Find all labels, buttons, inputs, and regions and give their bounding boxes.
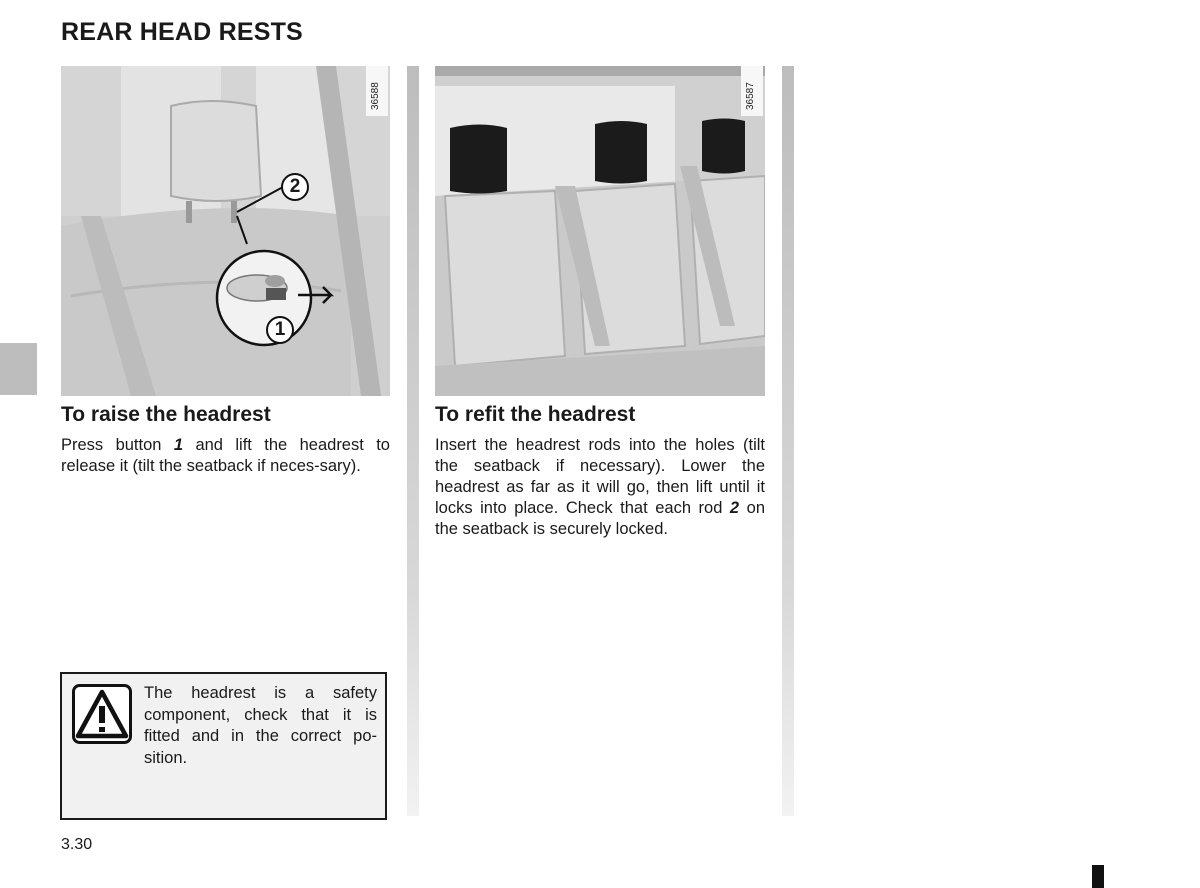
headrest-refit-figure xyxy=(435,66,765,396)
chapter-tab xyxy=(0,343,37,395)
headrest-raise-figure xyxy=(61,66,390,396)
page-edge-marker xyxy=(1092,865,1104,888)
button-reference: 1 xyxy=(173,436,184,454)
bench-seat-illustration xyxy=(435,66,765,396)
seat-headrest-illustration xyxy=(61,66,390,396)
page-number: 3.30 xyxy=(61,836,93,853)
column-divider xyxy=(407,66,419,816)
refit-headrest-heading: To refit the headrest xyxy=(435,403,636,426)
raise-headrest-text: Press button 1 and lift the headrest to release it (tilt the seatback if neces-sary). xyxy=(61,436,390,475)
column-divider xyxy=(782,66,794,816)
callout-2: 2 xyxy=(281,173,309,201)
rod-reference: 2 xyxy=(729,499,740,517)
figure-ref-number: 36587 xyxy=(745,82,756,110)
safety-warning-box xyxy=(60,672,387,820)
warning-text: The headrest is a safety component, check that it is fitted and in the correct po-sition. xyxy=(144,684,377,767)
warning-triangle-icon xyxy=(72,684,132,744)
refit-headrest-text: Insert the headrest rods into the holes (tilt the seatback if necessary). Lower the headrest as far as it will go, then lift until it locks into place. Check that each rod 2 on the seatback is securely locked. xyxy=(435,436,766,538)
figure-ref-number: 36588 xyxy=(370,82,381,110)
page-title: REAR HEAD RESTS xyxy=(61,18,303,46)
raise-headrest-heading: To raise the headrest xyxy=(61,403,271,426)
callout-1: 1 xyxy=(266,316,294,344)
